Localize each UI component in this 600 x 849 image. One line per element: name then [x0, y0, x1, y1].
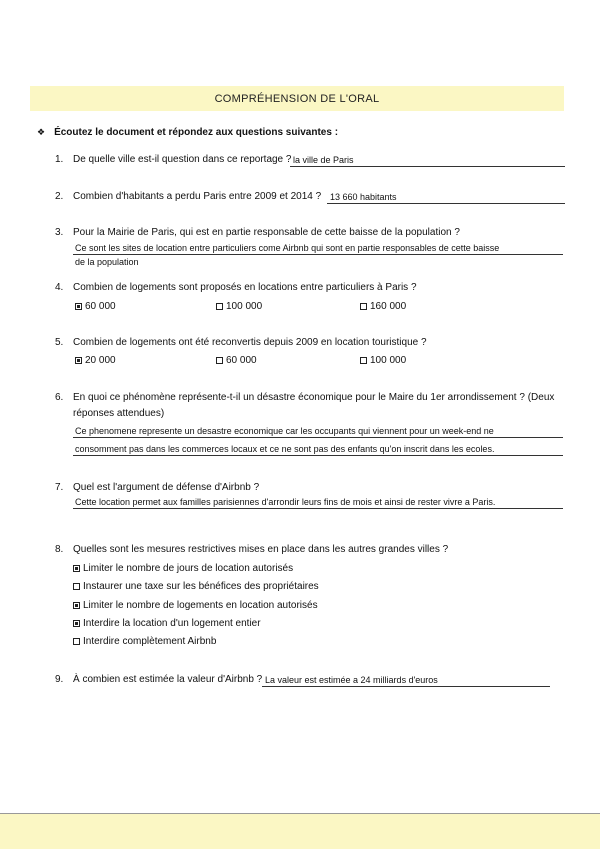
- question-text: Quelles sont les mesures restrictives mises en place dans les autres grandes villes ?: [73, 544, 449, 555]
- option-limit-days[interactable]: Limiter le nombre de jours de location autorisés: [73, 563, 293, 574]
- answer-field[interactable]: la ville de Paris: [290, 153, 565, 167]
- option-160000[interactable]: 160 000: [360, 301, 406, 312]
- question-text: À combien est estimée la valeur d'Airbnb ?: [73, 674, 263, 685]
- question-number: 2.: [55, 191, 64, 202]
- section-title: COMPRÉHENSION DE L'ORAL: [214, 92, 380, 105]
- answer-line[interactable]: Cette location permet aux familles parisiennes d'arrondir leurs fins de mois et ainsi de rester vivre a Paris.: [73, 496, 563, 509]
- footer-band: [0, 813, 600, 849]
- answer-field[interactable]: 13 660 habitants: [327, 190, 565, 204]
- checkbox-checked-icon[interactable]: [73, 602, 80, 609]
- question-text: Combien d'habitants a perdu Paris entre 2009 et 2014 ?: [73, 191, 322, 202]
- question-text: Combien de logements sont proposés en locations entre particuliers à Paris ?: [73, 282, 417, 293]
- question-text: Pour la Mairie de Paris, qui est en partie responsable de cette baisse de la population ?: [73, 227, 460, 238]
- option-60000[interactable]: 60 000: [75, 301, 116, 312]
- answer-line[interactable]: consomment pas dans les commerces locaux et ce ne sont pas des enfants qu'on inscrit dans les ecoles.: [73, 443, 563, 456]
- question-number: 3.: [55, 227, 64, 238]
- option-60000[interactable]: 60 000: [216, 355, 257, 366]
- answer-line[interactable]: de la population: [75, 257, 139, 267]
- question-number: 4.: [55, 282, 64, 293]
- question-text: Quel est l'argument de défense d'Airbnb ?: [73, 482, 260, 493]
- question-number: 8.: [55, 544, 64, 555]
- option-ban-entire[interactable]: Interdire la location d'un logement entier: [73, 618, 261, 629]
- answer-line[interactable]: Ce sont les sites de location entre particuliers come Airbnb qui sont en partie responsables de cette baisse: [73, 242, 563, 255]
- question-text: En quoi ce phénomène représente-t-il un désastre économique pour le Maire du 1er arrondissement ? (Deux: [73, 392, 555, 403]
- instruction: [37, 127, 338, 138]
- question-text: De quelle ville est-il question dans ce reportage ?: [73, 154, 292, 165]
- option-tax[interactable]: Instaurer une taxe sur les bénéfices des propriétaires: [73, 581, 319, 592]
- checkbox-icon[interactable]: [360, 357, 367, 364]
- diamond-bullet-icon: ❖: [37, 127, 46, 137]
- checkbox-checked-icon[interactable]: [75, 357, 82, 364]
- question-number: 6.: [55, 392, 64, 403]
- option-ban-airbnb[interactable]: Interdire complètement Airbnb: [73, 636, 216, 647]
- section-title-banner: [30, 86, 564, 111]
- checkbox-icon[interactable]: [73, 583, 80, 590]
- option-limit-housing[interactable]: Limiter le nombre de logements en location autorisés: [73, 600, 318, 611]
- option-100000[interactable]: 100 000: [360, 355, 406, 366]
- question-number: 1.: [55, 154, 64, 165]
- checkbox-checked-icon[interactable]: [73, 620, 80, 627]
- option-20000[interactable]: 20 000: [75, 355, 116, 366]
- checkbox-checked-icon[interactable]: [75, 303, 82, 310]
- checkbox-icon[interactable]: [216, 357, 223, 364]
- question-number: 5.: [55, 337, 64, 348]
- answer-field[interactable]: La valeur est estimée a 24 milliards d'euros: [262, 673, 550, 687]
- question-number: 7.: [55, 482, 64, 493]
- checkbox-icon[interactable]: [216, 303, 223, 310]
- question-text: Combien de logements ont été reconvertis depuis 2009 en location touristique ?: [73, 337, 427, 348]
- checkbox-icon[interactable]: [360, 303, 367, 310]
- question-text: réponses attendues): [73, 408, 165, 419]
- option-100000[interactable]: 100 000: [216, 301, 262, 312]
- instruction-text: Écoutez le document et répondez aux questions suivantes :: [54, 127, 339, 138]
- checkbox-icon[interactable]: [73, 638, 80, 645]
- answer-line[interactable]: Ce phenomene represente un desastre economique car les occupants qui viennent pour un week-end ne: [73, 425, 563, 438]
- checkbox-checked-icon[interactable]: [73, 565, 80, 572]
- question-number: 9.: [55, 674, 64, 685]
